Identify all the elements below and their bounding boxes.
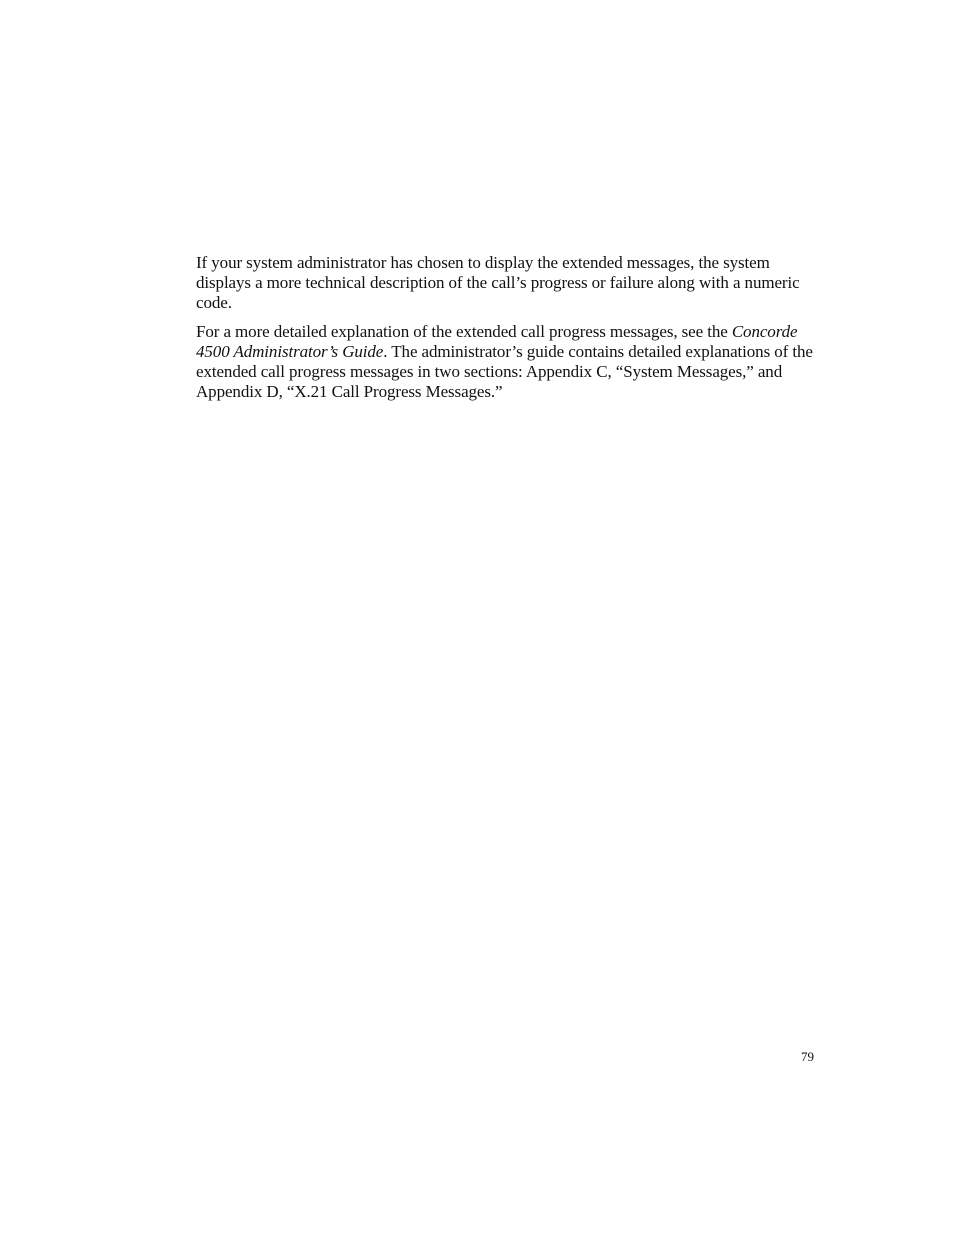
guide-title: Concorde 4500 Administrator’s Guide bbox=[196, 322, 798, 361]
paragraph-1-text: If your system administrator has chosen to display the extended messages, the system displays a more technical description of the call’s progress or failure along with a numeric code. bbox=[196, 253, 800, 312]
body-text bbox=[196, 253, 818, 411]
page-number: 79 bbox=[801, 1049, 814, 1064]
paragraph-2-text-before: For a more detailed explanation of the extended call progress messages, see the bbox=[196, 322, 732, 341]
paragraph-administrator-guide bbox=[196, 322, 818, 402]
paragraph-2-text-after: . The administrator’s guide contains detailed explanations of the extended call progress messages in two sections: Appendix C, “System Messages,” and Appendix D, “X.21 Call Progress Messages.” bbox=[196, 342, 813, 401]
paragraph-extended-messages bbox=[196, 253, 818, 313]
